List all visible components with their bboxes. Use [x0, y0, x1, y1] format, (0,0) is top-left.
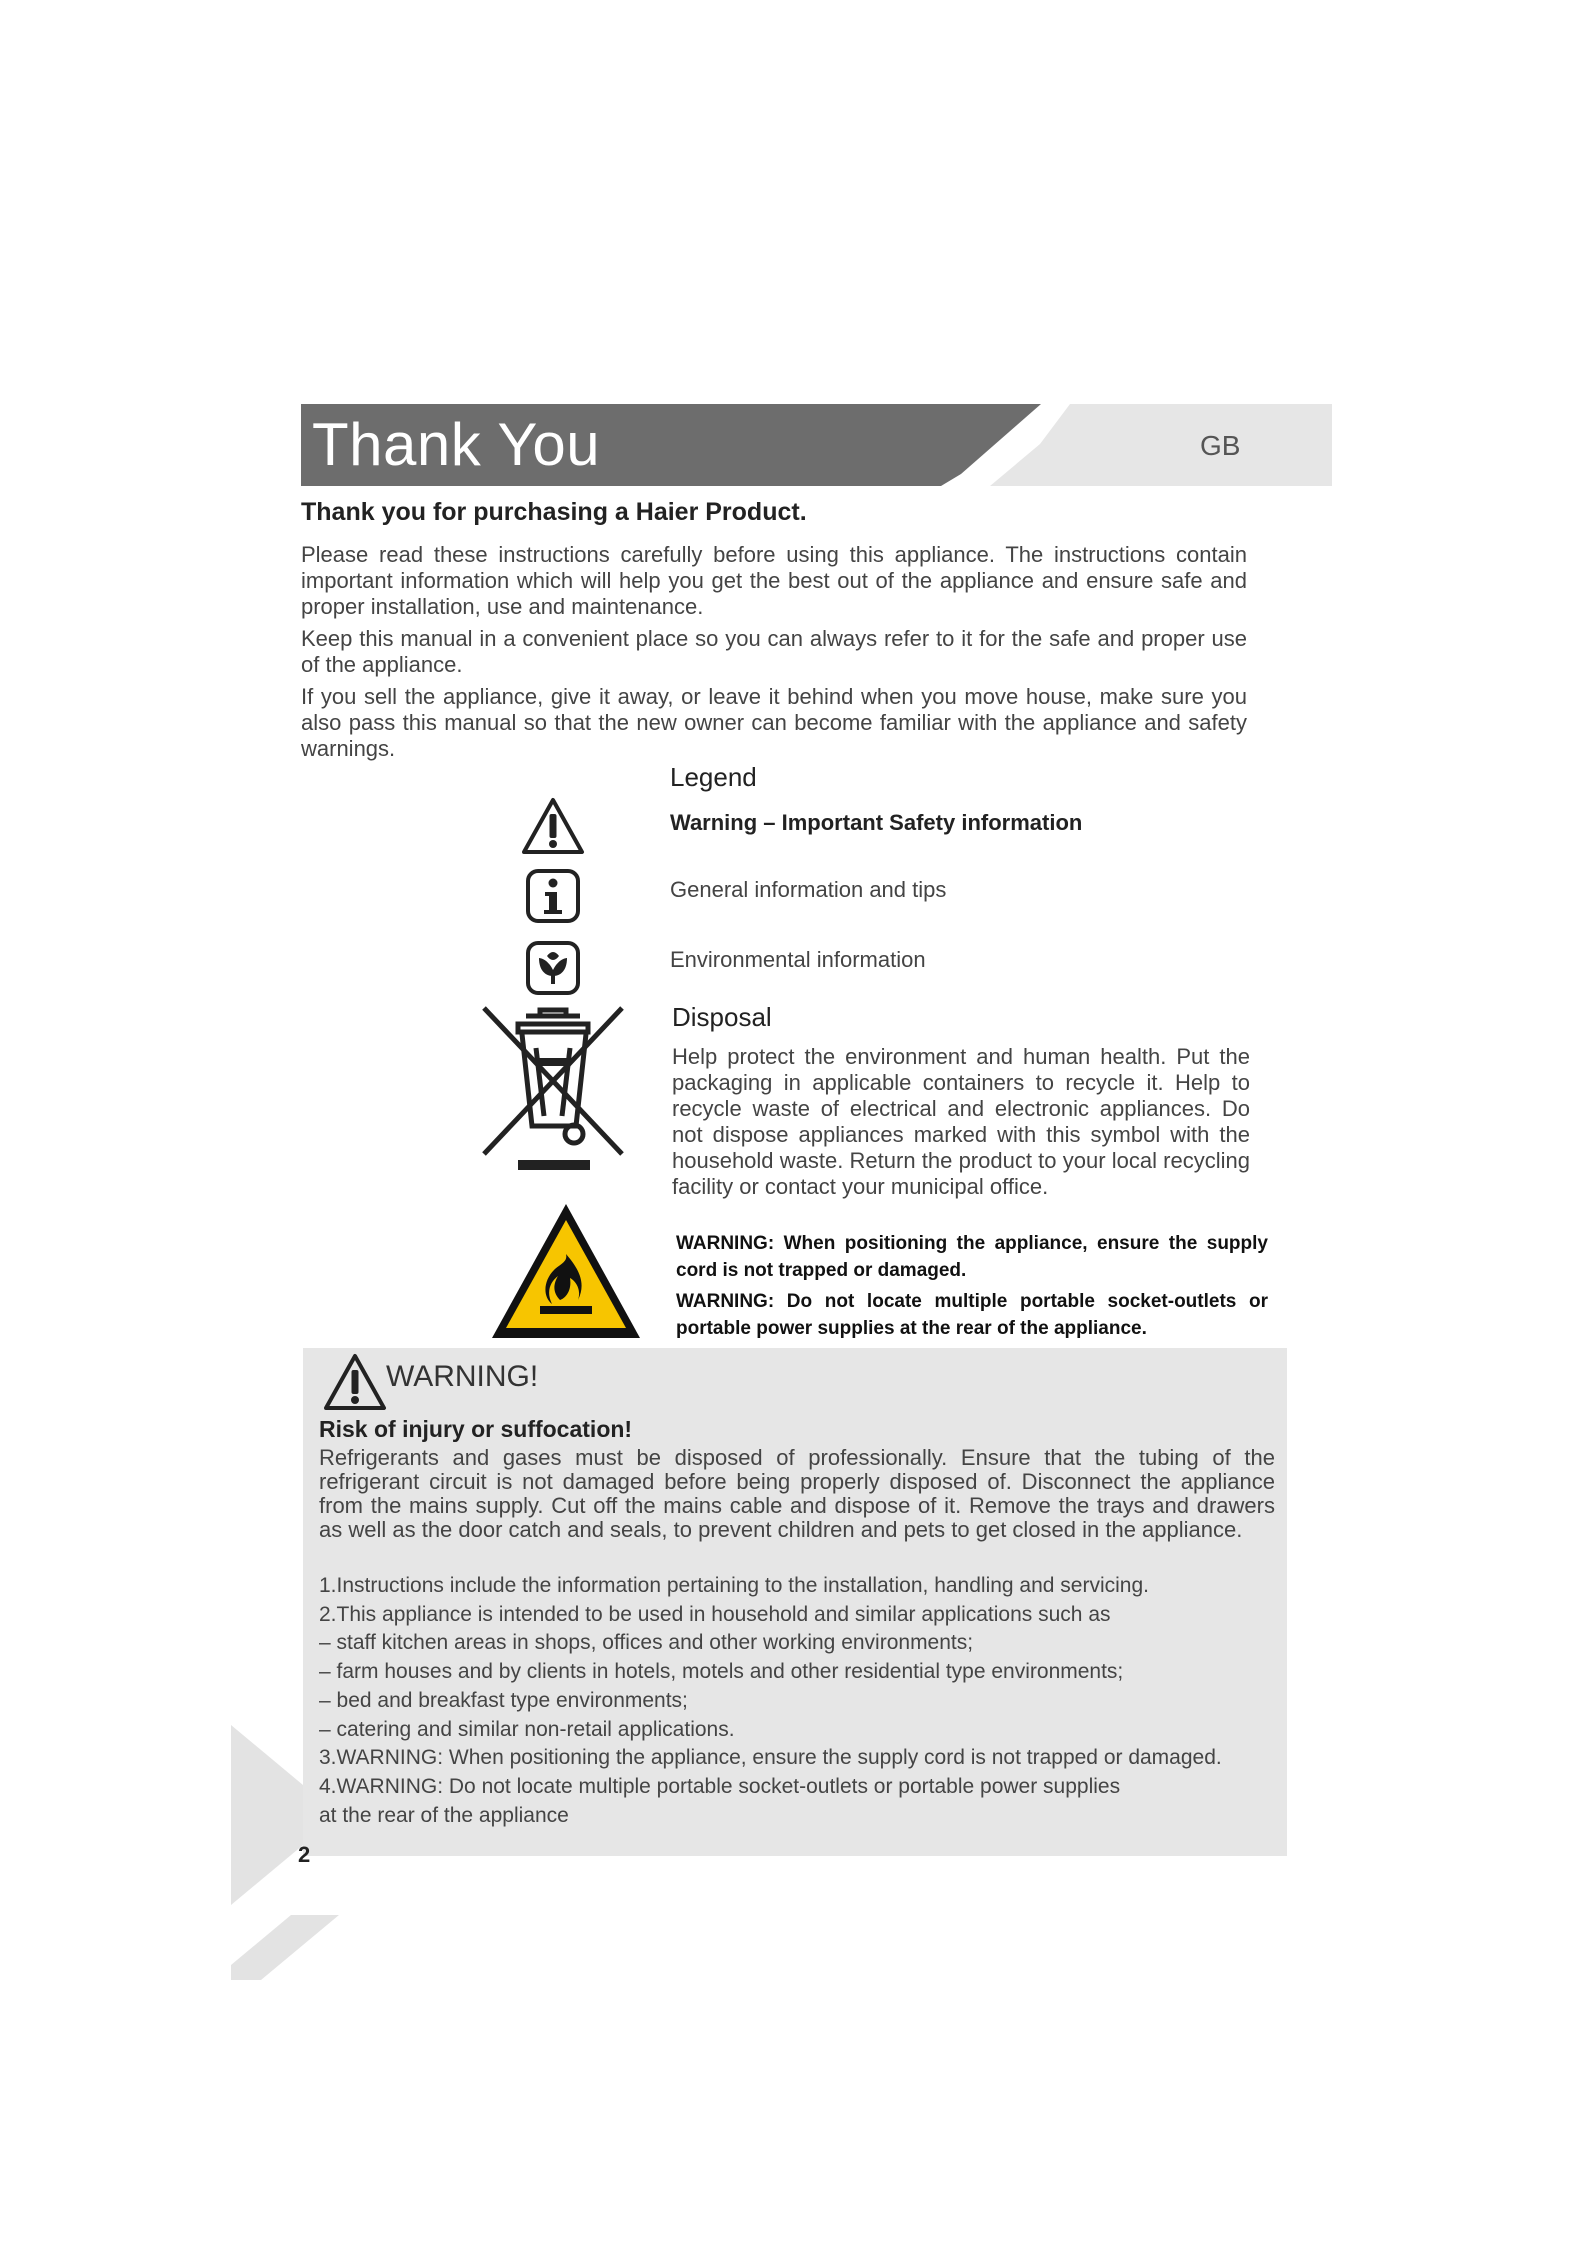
legend-label-warning: Warning – Important Safety information [670, 810, 1083, 835]
warning-box-list [319, 1572, 1289, 1830]
warning-triangle-icon [322, 1352, 388, 1412]
warning-box-subtitle: Risk of injury or suffocation! [319, 1416, 633, 1442]
intro-paragraph: Keep this manual in a convenient place so you can always refer to it for the safe and proper use of the appliance. [301, 626, 1247, 677]
list-item: 2.This appliance is intended to be used in household and similar applications such as [319, 1602, 1111, 1626]
intro-paragraph: If you sell the appliance, give it away, or leave it behind when you move house, make sure you also pass this manual so that the new owner can become familiar with the appliance and safety warnings. [301, 684, 1247, 761]
region-code: GB [1200, 430, 1241, 461]
fire-warning-line: WARNING: When positioning the appliance, ensure the supply cord is not trapped or damaged. [676, 1233, 1268, 1281]
info-icon [525, 868, 581, 924]
list-item: – catering and similar non-retail applications. [319, 1717, 735, 1741]
list-item: – farm houses and by clients in hotels, motels and other residential type environments; [319, 1660, 1124, 1684]
intro-subtitle: Thank you for purchasing a Haier Product. [301, 498, 807, 526]
header-region-band [990, 404, 1332, 486]
warning-triangle-icon [520, 796, 586, 856]
list-item: 4.WARNING: Do not locate multiple portable socket-outlets or portable power supplies [319, 1774, 1121, 1798]
crossed-out-bin-icon [478, 1004, 628, 1172]
disposal-text: Help protect the environment and human health. Put the packaging in applicable containers to recycle it. Help to recycle waste of electrical and electronic appliances. Do not dispose appliances marked with this symbol with the household waste. Return the product to your local recycling facility or contact your municipal office. [672, 1044, 1250, 1199]
page-number: 2 [298, 1842, 311, 1867]
fire-warning-line: WARNING: Do not locate multiple portable socket-outlets or portable power supplies at the rear of the appliance. [676, 1291, 1268, 1339]
intro-paragraph: Please read these instructions carefully before using this appliance. The instructions contain important information which will help you get the best out of the appliance and ensure safe and proper installation, use and maintenance. [301, 542, 1247, 619]
list-item: – bed and breakfast type environments; [319, 1688, 688, 1712]
list-item: – staff kitchen areas in shops, offices and other working environments; [319, 1631, 974, 1655]
legend-title: Legend [670, 762, 757, 792]
list-item: 1.Instructions include the information pertaining to the installation, handling and servicing. [319, 1574, 1150, 1597]
page-title: Thank You [312, 411, 601, 478]
warning-box-text: Refrigerants and gases must be disposed of professionally. Ensure that the tubing of the refrigerant circuit is not damaged before being properly disposed of. Disconnect the appliance from the mains supply. Cut off the mains cable and dispose of it. Remove the trays and drawers as well as the door catch and seals, to prevent children and pets to get closed in the appliance. [319, 1445, 1275, 1542]
list-item: at the rear of the appliance [319, 1803, 569, 1827]
warning-box-title: WARNING! [386, 1360, 539, 1393]
flammable-warning-icon [488, 1200, 644, 1342]
legend-label-info: General information and tips [670, 877, 947, 902]
list-item: 3.WARNING: When positioning the appliance, ensure the supply cord is not trapped or damaged. [319, 1746, 1222, 1770]
environment-icon [525, 940, 581, 996]
legend-label-environment: Environmental information [670, 947, 926, 972]
disposal-title: Disposal [672, 1002, 772, 1032]
